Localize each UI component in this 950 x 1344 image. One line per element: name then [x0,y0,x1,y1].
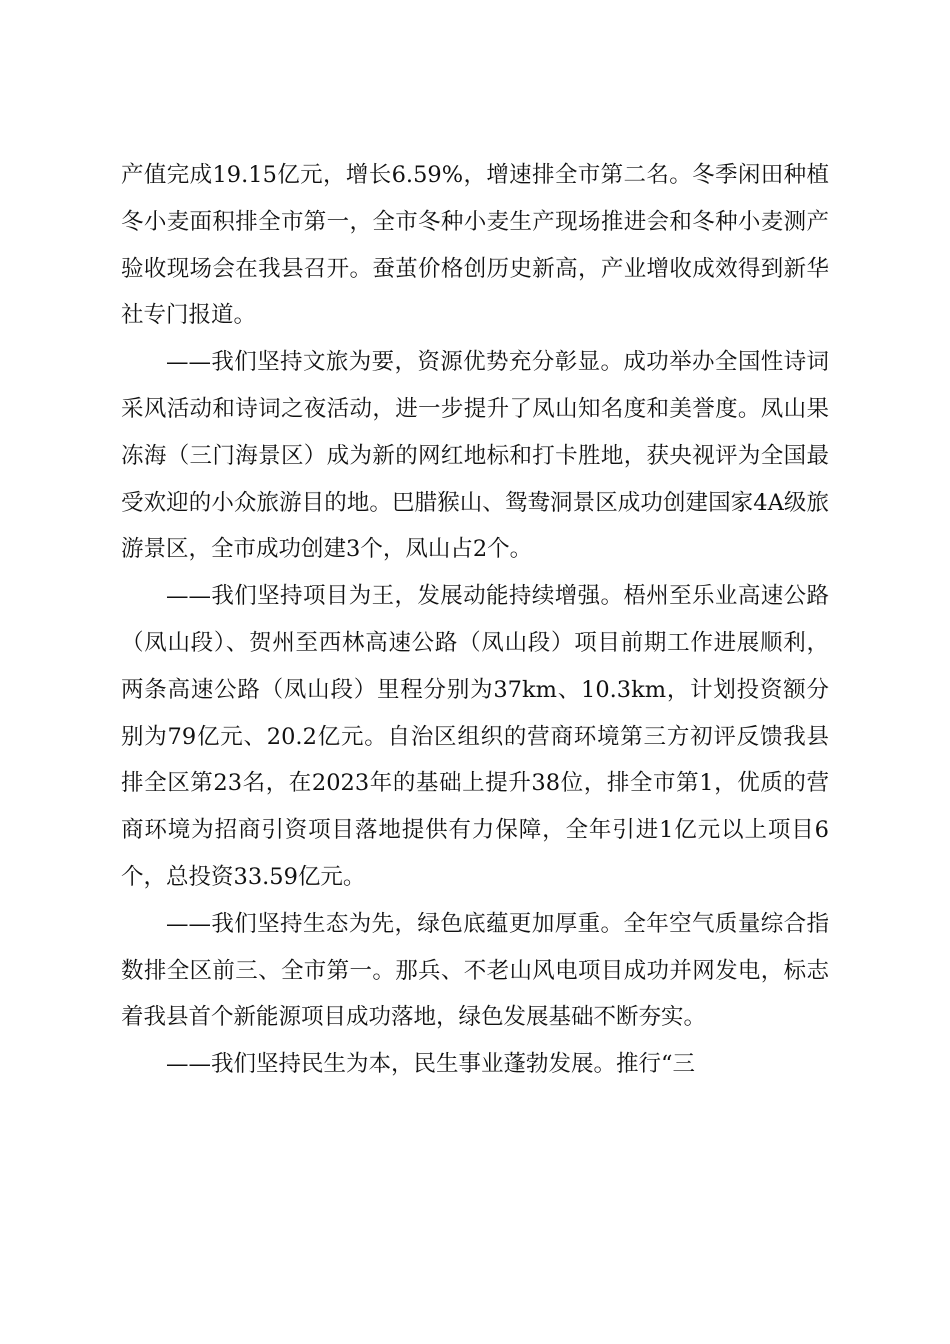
paragraph-agriculture: 产值完成19.15亿元，增长6.59%，增速排全市第二名。冬季闲田种植冬小麦面积排全市第一，全市冬种小麦生产现场推进会和冬种小麦测产验收现场会在我县召开。蚕茧价格创历史新高，产业增收成效得到新华社专门报道。 [121,162,829,329]
document-body [121,152,829,1088]
paragraph-livelihood: ——我们坚持民生为本，民生事业蓬勃发展。推行“三 [166,1051,696,1078]
paragraph-projects: ——我们坚持项目为王，发展动能持续增强。梧州至乐业高速公路（凤山段）、贺州至西林高速公路（凤山段）项目前期工作进展顺利，两条高速公路（凤山段）里程分别为37km、10.3km，计划投资额分别为79亿元、20.2亿元。自治区组织的营商环境第三方初评反馈我县排全区第23名，在2023年的基础上提升38位，排全市第1，优质的营商环境为招商引资项目落地提供有力保障，全年引进1亿元以上项目6个，总投资33.59亿元。 [121,583,829,890]
paragraph-tourism: ——我们坚持文旅为要，资源优势充分彰显。成功举办全国性诗词采风活动和诗词之夜活动，进一步提升了凤山知名度和美誉度。凤山果冻海（三门海景区）成为新的网红地标和打卡胜地，获央视评为全国最受欢迎的小众旅游目的地。巴腊猴山、鸳鸯洞景区成功创建国家4A级旅游景区，全市成功创建3个，凤山占2个。 [121,349,829,563]
paragraph-ecology: ——我们坚持生态为先，绿色底蕴更加厚重。全年空气质量综合指数排全区前三、全市第一。那兵、不老山风电项目成功并网发电，标志着我县首个新能源项目成功落地，绿色发展基础不断夯实。 [121,910,829,1031]
